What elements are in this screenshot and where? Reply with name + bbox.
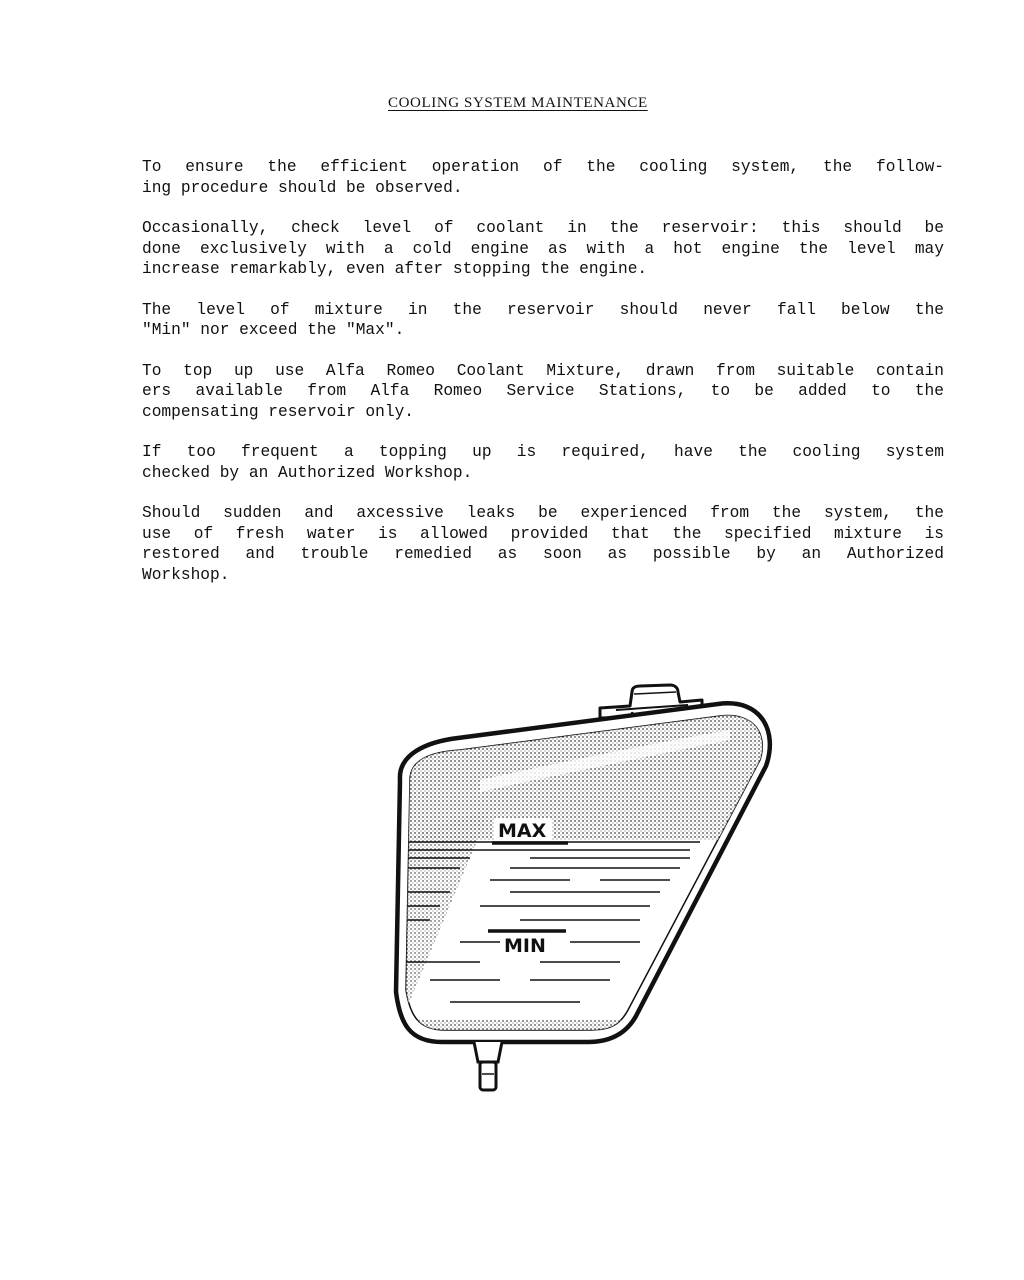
paragraph-check-level xyxy=(142,218,944,280)
paragraph-leaks xyxy=(142,503,944,585)
text-line: Workshop. xyxy=(142,565,230,584)
reservoir-drawing xyxy=(370,680,780,1100)
body-text xyxy=(142,157,944,605)
text-line: To ensure the efficient operation of the cooling system, the follow- xyxy=(142,158,944,176)
text-line: To top up use Alfa Romeo Coolant Mixture, drawn from suitable contain xyxy=(142,361,944,380)
paragraph-min-max xyxy=(142,300,944,341)
text-line: checked by an Authorized Workshop. xyxy=(142,463,473,482)
text-line: The level of mixture in the reservoir should never fall below the xyxy=(142,300,944,319)
outlet-pipe xyxy=(474,1042,502,1090)
paragraph-top-up xyxy=(142,361,944,423)
text-line: use of fresh water is allowed provided that the specified mixture is xyxy=(142,524,944,543)
text-line: restored and trouble remedied as soon as possible by an Authorized xyxy=(142,545,944,563)
text-line: Occasionally, check level of coolant in the reservoir: this should be xyxy=(142,219,944,237)
min-label: MIN xyxy=(504,935,546,957)
text-line: If too frequent a topping up is required, have the cooling system xyxy=(142,443,944,461)
max-label: MAX xyxy=(498,820,547,842)
paragraph-frequent-topping xyxy=(142,442,944,483)
text-line: ing procedure should be observed. xyxy=(142,178,463,197)
page-title: COOLING SYSTEM MAINTENANCE xyxy=(388,95,648,111)
text-line: "Min" nor exceed the "Max". xyxy=(142,321,405,339)
paragraph-intro xyxy=(142,157,944,198)
text-line: increase remarkably, even after stopping the engine. xyxy=(142,260,648,278)
coolant-reservoir-illustration xyxy=(370,680,780,1100)
text-line: compensating reservoir only. xyxy=(142,402,414,421)
text-line: done exclusively with a cold engine as with a hot engine the level may xyxy=(142,239,944,258)
text-line: ers available from Alfa Romeo Service Stations, to be added to the xyxy=(142,382,944,400)
text-line: Should sudden and axcessive leaks be experienced from the system, the xyxy=(142,504,944,522)
